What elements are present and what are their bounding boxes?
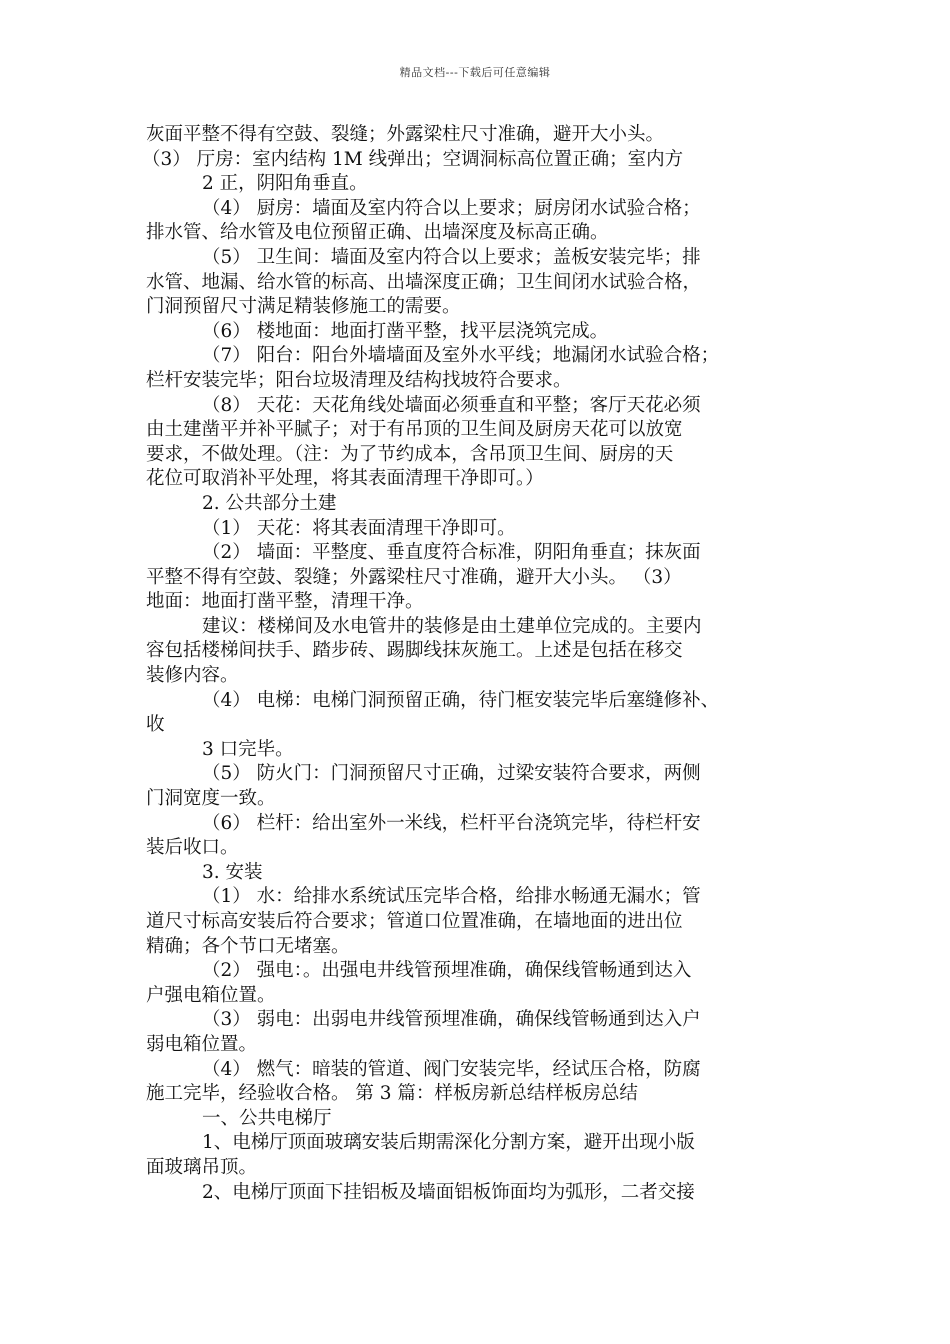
text-line: （6） 楼地面：地面打凿平整，找平层浇筑完成。 <box>202 320 609 342</box>
text-line: 3. 安装 <box>202 861 263 883</box>
text-line: （3） 厅房：室内结构 1M 线弹出；空调洞标高位置正确；室内方 <box>142 148 684 170</box>
text-line: 面玻璃吊顶。 <box>146 1156 258 1178</box>
page-header: 精品文档---下载后可任意编辑 <box>399 66 551 79</box>
text-line: 精确；各个节口无堵塞。 <box>146 935 350 957</box>
text-line: 地面：地面打凿平整，清理干净。 <box>146 591 424 613</box>
text-line: 灰面平整不得有空鼓、裂缝；外露梁柱尺寸准确，避开大小头。 <box>146 124 665 145</box>
text-line: 要求，不做处理。（注：为了节约成本，含吊顶卫生间、厨房的天 <box>146 443 674 465</box>
text-line: 门洞宽度一致。 <box>146 788 276 810</box>
text-line: （1） 水：给排水系统试压完毕合格，给排水畅通无漏水；管 <box>202 886 701 908</box>
text-line: 排水管、给水管及电位预留正确、出墙深度及标高正确。 <box>146 222 609 244</box>
text-line: 门洞预留尺寸满足精装修施工的需要。 <box>146 296 461 318</box>
text-line: 户强电箱位置。 <box>146 984 276 1006</box>
text-line: 2 正，阴阳角垂直。 <box>202 173 368 195</box>
text-line: 平整不得有空鼓、裂缝；外露梁柱尺寸准确，避开大小头。 （3） <box>146 566 682 588</box>
text-line: 水管、地漏、给水管的标高、出墙深度正确；卫生间闭水试验合格， <box>146 271 702 293</box>
text-line: 花位可取消补平处理，将其表面清理干净即可。） <box>146 468 544 490</box>
text-line: 3 口完毕。 <box>202 738 294 760</box>
text-line: 收 <box>146 714 165 736</box>
text-line: 由土建凿平并补平腻子；对于有吊顶的卫生间及厨房天花可以放宽 <box>146 419 683 441</box>
text-line: 施工完毕，经验收合格。 第 3 篇：样板房新总结样板房总结 <box>146 1083 638 1105</box>
text-line: 装修内容。 <box>146 665 239 687</box>
text-line: 1、电梯厅顶面玻璃安装后期需深化分割方案，避开出现小版 <box>202 1132 695 1154</box>
text-line: （6） 栏杆：给出室外一米线，栏杆平台浇筑完毕，待栏杆安 <box>202 812 701 834</box>
text-line: （1） 天花：将其表面清理干净即可。 <box>202 517 516 539</box>
text-line: （5） 卫生间：墙面及室内符合以上要求；盖板安装完毕；排 <box>202 246 701 268</box>
text-line: 弱电箱位置。 <box>146 1033 258 1055</box>
text-line: 栏杆安装完毕；阳台垃圾清理及结构找坡符合要求。 <box>146 369 572 391</box>
text-line: （8） 天花：天花角线处墙面必须垂直和平整；客厅天花必须 <box>202 394 701 416</box>
text-line: 容包括楼梯间扶手、踏步砖、踢脚线抹灰施工。上述是包括在移交 <box>146 640 683 662</box>
text-line: （5） 防火门：门洞预留尺寸正确，过梁安装符合要求，两侧 <box>202 763 701 785</box>
text-line: （4） 燃气：暗装的管道、阀门安装完毕，经试压合格，防腐 <box>202 1058 701 1080</box>
text-line: 2. 公共部分土建 <box>202 492 337 514</box>
text-line: （4） 电梯：电梯门洞预留正确，待门框安装完毕后塞缝修补、 <box>202 689 720 711</box>
text-line: 道尺寸标高安装后符合要求；管道口位置准确，在墙地面的进出位 <box>146 911 683 932</box>
text-line: （3） 弱电：出弱电井线管预埋准确，确保线管畅通到达入户 <box>202 1009 701 1031</box>
text-line: 一、公共电梯厅 <box>202 1107 332 1129</box>
text-line: 2、电梯厅顶面下挂铝板及墙面铝板饰面均为弧形，二者交接 <box>202 1181 695 1203</box>
document-body <box>142 123 806 1205</box>
text-line: 装后收口。 <box>146 837 239 859</box>
text-line: 建议：楼梯间及水电管井的装修是由土建单位完成的。主要内 <box>202 615 702 637</box>
text-line: （2） 墙面：平整度、垂直度符合标准，阴阳角垂直；抹灰面 <box>202 542 701 564</box>
text-line: （2） 强电：。出强电井线管预埋准确，确保线管畅通到达入 <box>202 960 692 982</box>
text-line: （4） 厨房：墙面及室内符合以上要求；厨房闭水试验合格； <box>202 197 701 219</box>
text-line: （7） 阳台：阳台外墙墙面及室外水平线；地漏闭水试验合格； <box>202 345 720 367</box>
